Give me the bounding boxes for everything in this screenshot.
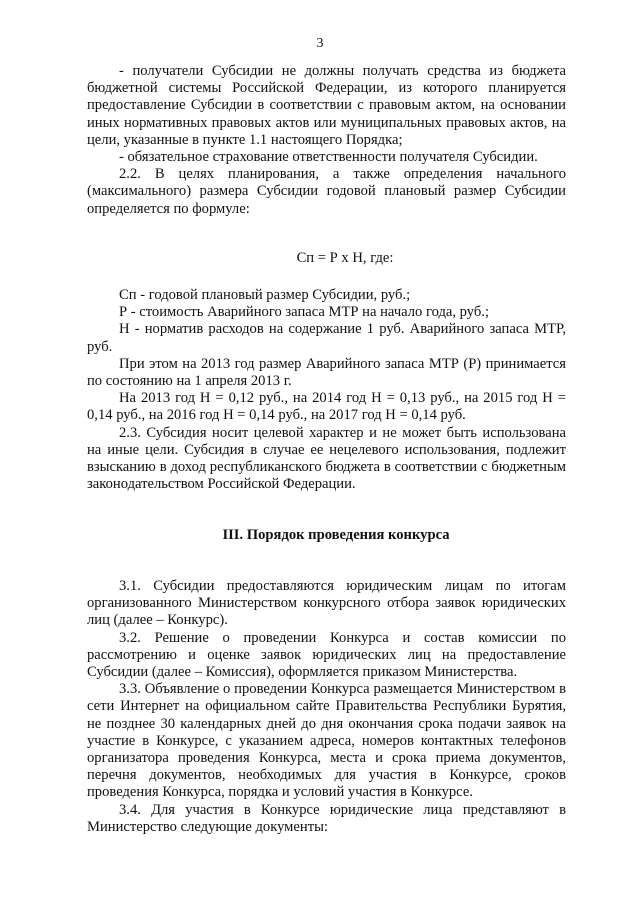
page-number: 3 — [316, 36, 324, 51]
paragraph: Р - стоимость Аварийного запаса МТР на начало года, руб.; — [119, 304, 490, 321]
paragraph: 3.2. Решение о проведении Конкурса и состав комиссии по рассмотрению и оценке заявок юридических лиц на предоставление Субсидии (далее – Комиссия), оформляется приказом Министерства. — [87, 629, 566, 681]
paragraph: При этом на 2013 год размер Аварийного запаса МТР (Р) принимается по состоянию на 1 апреля 2013 г. — [87, 355, 566, 390]
formula: Сп = Р х Н, где: — [296, 250, 394, 266]
paragraph: Н - норматив расходов на содержание 1 руб. Аварийного запаса МТР, руб. — [87, 321, 566, 355]
paragraph: 2.2. В целях планирования, а также определения начального (максимального) размера Субсидии годовой плановый размер Субсидии определяется по формуле: — [87, 166, 566, 217]
paragraph: Сп - годовой плановый размер Субсидии, руб.; — [119, 287, 411, 303]
paragraph: 3.3. Объявление о проведении Конкурса размещается Министерством в сети Интернет на официальном сайте Правительства Республики Бурятия, не позднее 30 календарных дней до дня окончания срока подачи заявок на участие в Конкурсе, с указанием адреса, номеров контактных телефонов организатора проведения Конкурса, места и срока приема документов, перечня документов, необходимых для участия в Конкурсе, сроков проведения Конкурса, порядка и условий участия в Конкурсе. — [87, 681, 566, 801]
paragraph: 3.4. Для участия в Конкурсе юридические лица представляют в Министерство следующие документы: — [87, 801, 566, 835]
paragraph: 3.1. Субсидии предоставляются юридическим лицам по итогам организованного Министерством конкурсного отбора заявок юридических лиц (далее – Конкурс). — [87, 578, 566, 629]
paragraph-block-formula-terms — [87, 287, 566, 493]
paragraph-block-contest — [87, 578, 566, 836]
paragraph: - обязательное страхование ответственности получателя Субсидии. — [119, 149, 538, 166]
paragraph-block-conditions — [87, 63, 566, 218]
paragraph: На 2013 год Н = 0,12 руб., на 2014 год Н = 0,13 руб., на 2015 год Н = 0,14 руб., на 2016 год Н = 0,14 руб., на 2017 год Н = 0,14 руб. — [87, 390, 566, 424]
section-heading: III. Порядок проведения конкурса — [222, 527, 450, 543]
paragraph: - получатели Субсидии не должны получать средства из бюджета бюджетной системы Российской Федерации, из которого планируется предоставление Субсидии в соответствии с правовым актом, на основании иных нормативных правовых актов или муниципальных правовых актов, на цели, указанные в пункте 1.1 настоящего Порядка; — [87, 63, 566, 148]
paragraph: 2.3. Субсидия носит целевой характер и не может быть использована на иные цели. Субсидия в случае ее нецелевого использования, подлежит взысканию в доход республиканского бюджета в соответствии с бюджетным законодательством Российской Федерации. — [87, 424, 566, 493]
